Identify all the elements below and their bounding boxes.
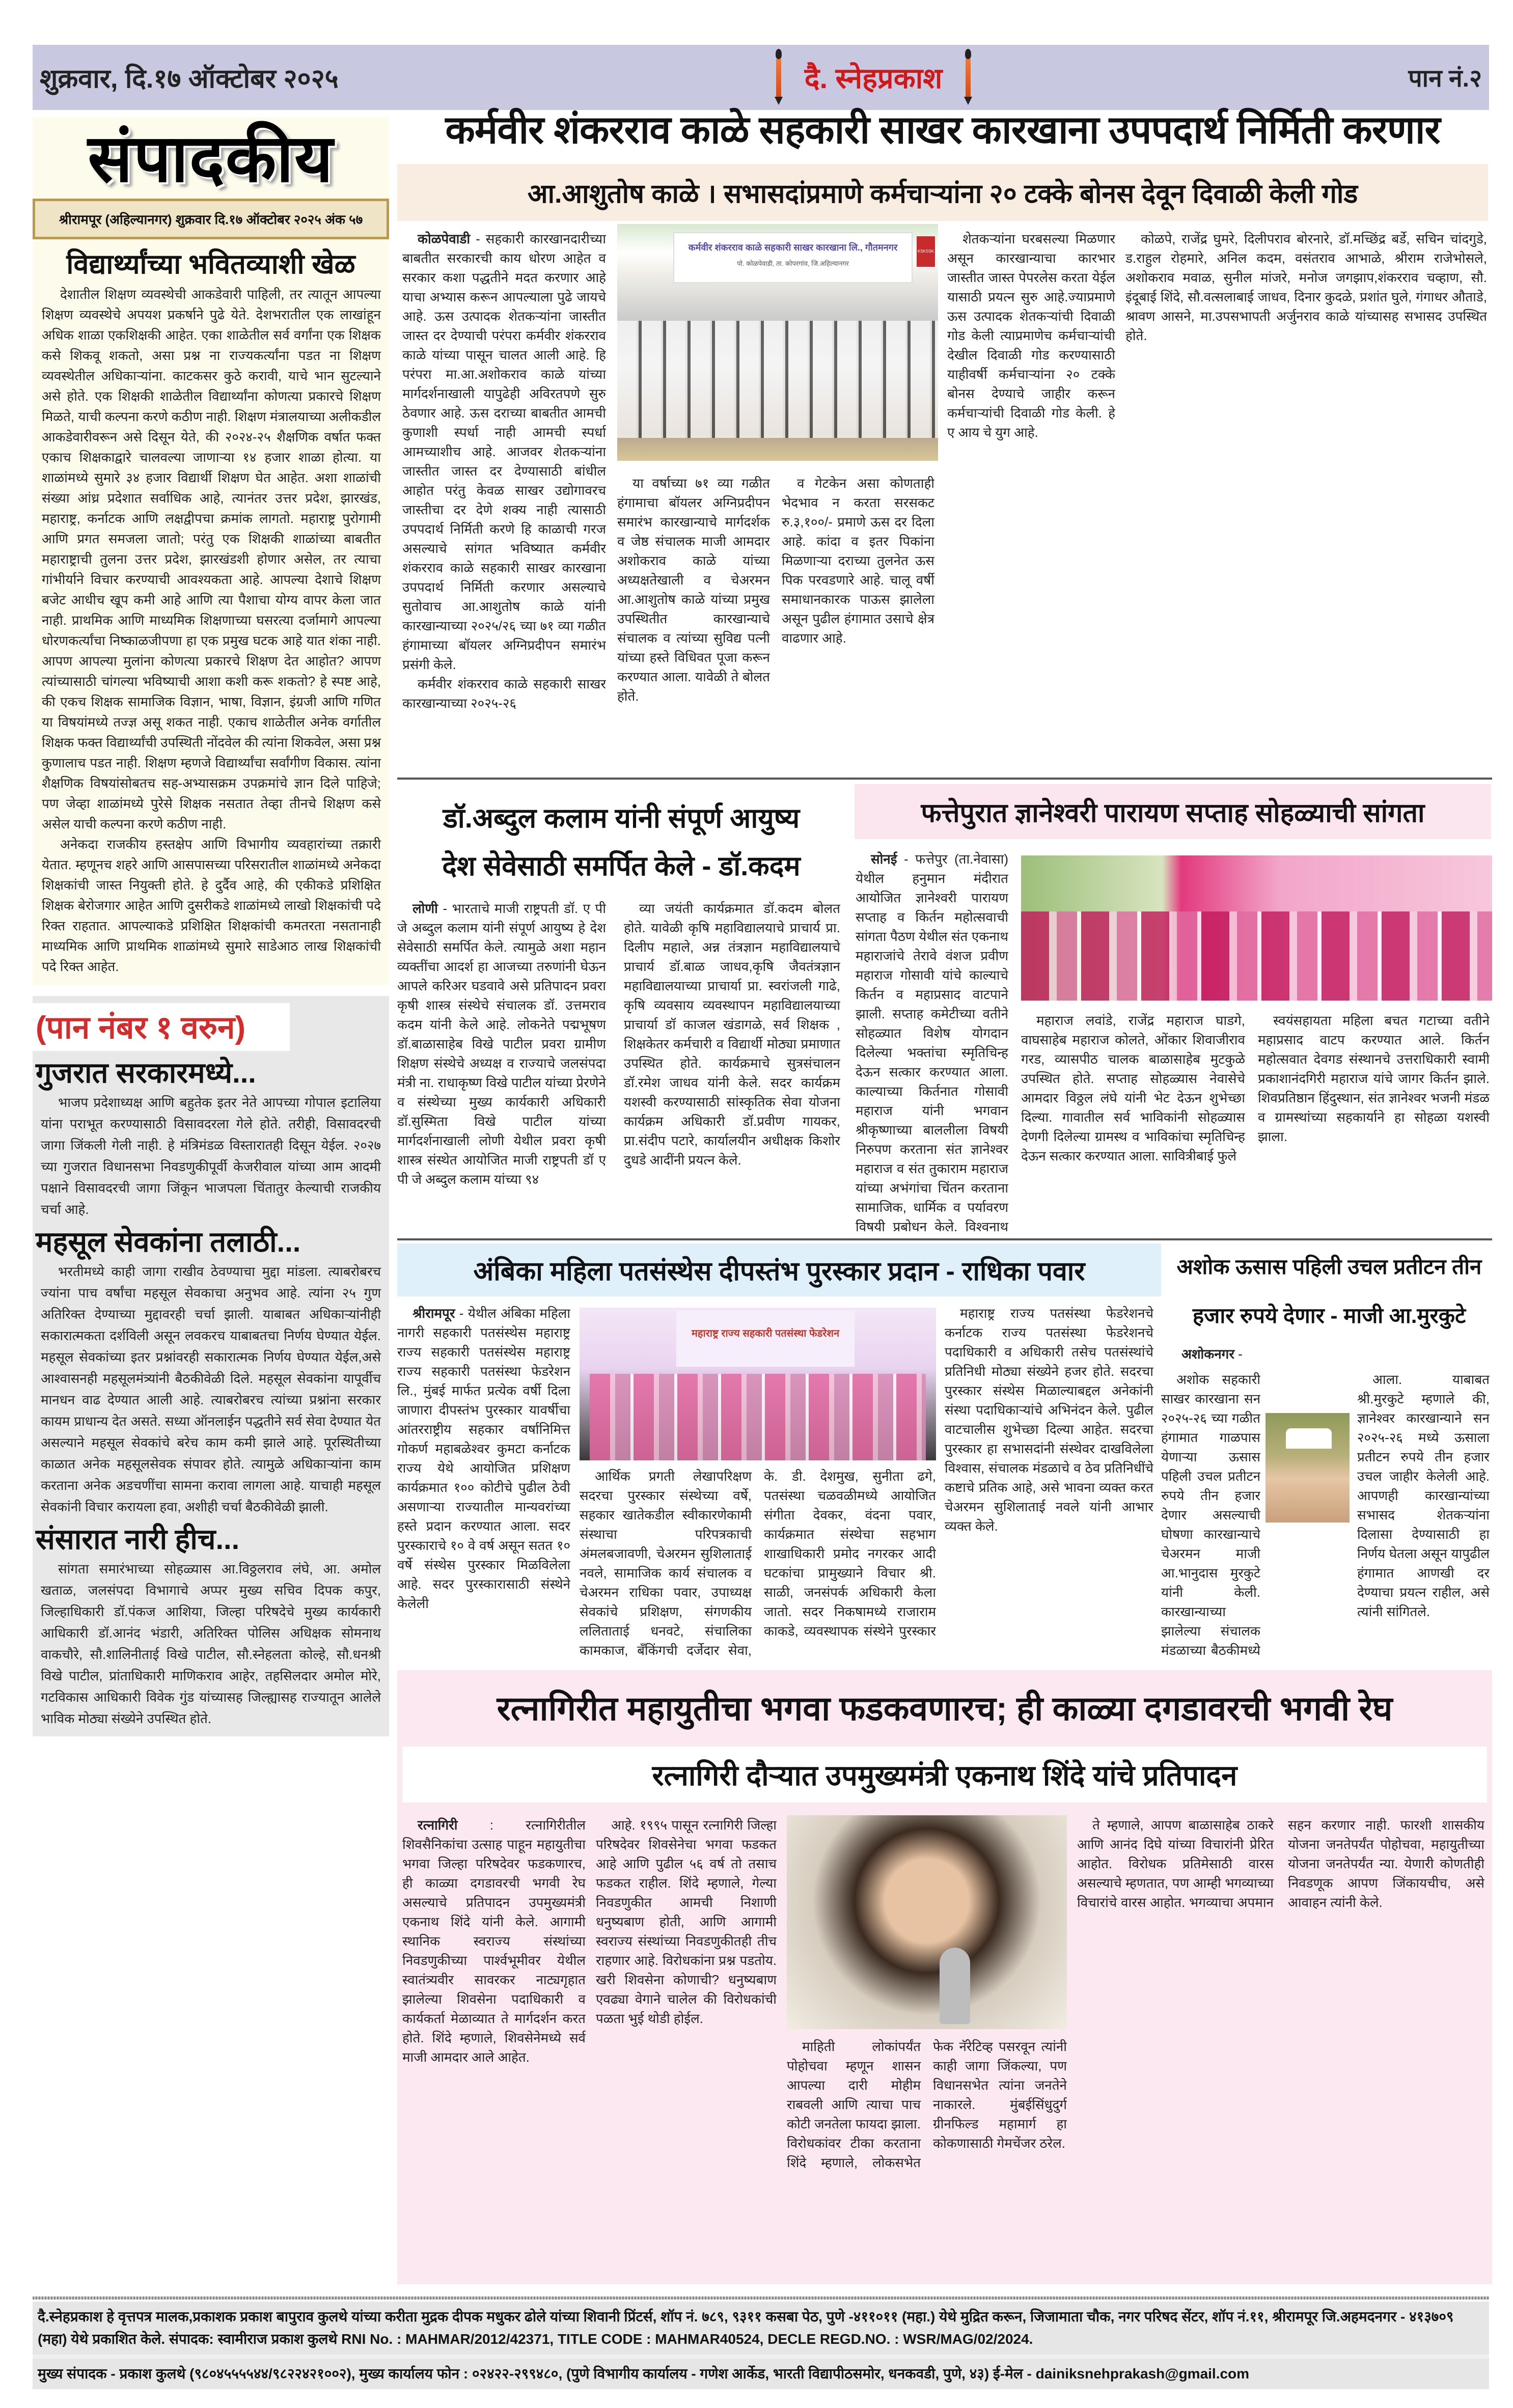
- ambika-story-column-2: [580, 1466, 936, 1660]
- contact-line: मुख्य संपादक - प्रकाश कुलथे (९८०४५५५५४४/९८२२४२१००२), मुख्य कार्यालय फोन : ०२४२२-२९९४८०, (पुणे विभागीय कार्यालय - गणेश आर्केड, भारती विद्यापीठसमोर, धनकवडी, पुणे, ४३) ई-मेल - dainiksnehprakash@gmail.com: [33, 2355, 1489, 2389]
- photo-banner: महाराष्ट्र राज्य सहकारी पतसंस्था फेडरेशन: [676, 1311, 855, 1367]
- ashok-story-headline: [1166, 1242, 1492, 1340]
- editorial-section: [33, 117, 389, 985]
- photo-banner-subtext: पो. कोळपेवाडी, ता. कोपरगांव, जि.अहिल्यानगर: [737, 260, 849, 267]
- article-text: भारताचे माजी राष्ट्रपती डॉ. ए पी जे अब्दुल कलाम यांनी संपूर्ण आयुष्य हे देश सेवेसाठी समर्पित केले. त्यामुळे अशा महान व्यक्तींचा आदर्श हा आजच्या तरुणांनी घेऊन आपले करिअर घडवावे असे प्रतिपादन प्रवरा कृषी शास्त्र संस्थेचे संचालक डॉ. उत्तमराव कदम यांनी केले आहे. लोकनेते पद्मभूषण डॉ.बाळासाहेब विखे पाटील प्रवरा ग्रामीण शिक्षण संस्थेचे अध्यक्ष व राज्याचे जलसंपदा मंत्री ना. राधाकृष्ण विखे पाटील यांच्या प्रेरणेने व संस्थेच्या मुख्य कार्यकारी अधिकारी डॉ.सुस्मिता विखे पाटील यांच्या मार्गदर्शनाखाली लोणी येथील प्रवरा कृषी शास्त्र संस्थेत आयोजित माजी राष्ट्रपती डॉ ए पी जे अब्दुल कलाम यांच्या ९४: [397, 901, 606, 1187]
- continued-heading: संसारात नारी हीच...: [36, 1523, 240, 1555]
- continued-body: [33, 1092, 389, 1220]
- imprint-line: दै.स्नेहप्रकाश हे वृत्तपत्र मालक,प्रकाशक प्रकाश बापुराव कुलथे यांच्या करीता मुद्रक दीपक मधुकर ढोले यांच्या शिवानी प्रिंटर्स, शॉप नं. ७८९, ९३११ कसबा पेठ, पुणे -४११०११ (महा.) येथे मुद्रित करून, जिजामाता चौक, नगर परिषद सेंटर, शॉप नं.११, श्रीरामपूर जि.अहमदनगर - ४१३७०९ (महा) येथे प्रकाशित केले. संपादक: स्वामीराज प्रकाश कुलथे RNI No. : MAHMAR/2012/42371, TITLE CODE : MAHMAR40524, DECLE REGD.NO. : WSR/MAG/02/2024.: [38, 2309, 1454, 2347]
- footer-divider: [33, 2296, 1489, 2300]
- article-text: स्वयंसहायता महिला बचत गटाच्या वतीने महाप्रसाद वाटप करण्यात आले. किर्तन महोत्सवात देवगड संस्थानचे उत्तराधिकारी स्वामी प्रकाशानंदगिरी महाराज यांचे जागर किर्तन झाले. शिवप्रतिष्ठान हिंदुस्थान, संत ज्ञानेश्वर भजनी मंडळ व ग्रामस्थांच्या सहकार्याने हा सोहळा यशस्वी झाला.: [1258, 1013, 1490, 1144]
- photo-banner-text: कर्मवीर शंकरराव काळे सहकारी साखर कारखाना लि., गौतमनगर: [688, 242, 898, 253]
- cap-shape: [1286, 1428, 1332, 1449]
- ambika-story-headline: अंबिका महिला पतसंस्थेस दीपस्तंभ पुरस्कार प्रदान - राधिका पवार: [397, 1243, 1161, 1296]
- section-divider: [397, 1238, 1492, 1240]
- ashok-dateline-row: अशोकनगर -: [1181, 1346, 1243, 1362]
- eknath-shinde-photo: [787, 1815, 1067, 2029]
- editorial-paragraph: देशातील शिक्षण व्यवस्थेची आकडेवारी पाहिली, तर त्यातून आपल्या शिक्षण व्यवस्थेचे अपयश प्रकर्षाने पुढे येते. देशभरातील एक लाखांहून अधिक शाळा एकशिक्षकी आहेत. एका शाळेतील सर्व वर्गांना एक शिक्षक कसे शिकवू शकतो, असा प्रश्न ना राज्यकर्त्यांना पडत ना शिक्षण व्यवस्थेतील अधिकाऱ्यांना. काटकसर कुठे करावी, याचे भान सुटल्याने असे होते. एक शिक्षकी शाळेतील विद्यार्थ्यांना कोणत्या प्रकारचे शिक्षण मिळते, याची कल्पना करणे कठीण नाही. शिक्षण मंत्रालयाच्या अलीकडील आकडेवारीवरून असे दिसून येते, की २०२४-२५ शैक्षणिक वर्षात फक्त एकाच शिक्षकाद्वारे चालवल्या जाणाऱ्या १४ हजार शाळा होत्या. या शाळांमध्ये सुमारे ३४ हजार विद्यार्थी शिक्षण घेत आहेत. अशा शाळांची संख्या आंध्र प्रदेशात सर्वाधिक आहे, त्यानंतर उत्तर प्रदेश, झारखंड, महाराष्ट्र, कर्नाटक आणि लक्षद्वीपचा क्रमांक लागतो. महाराष्ट्र पुरोगामी आणि प्रगत समजला जातो; परंतु एक शिक्षकी शाळांच्या बाबतीत महाराष्ट्राची तुलना उत्तर प्रदेश, झारखंडशी होणार असेल, तर त्याचा गांभीर्याने विचार करण्याची आवश्यकता आहे. आपल्या देशाचे शिक्षण बजेट आधीच खूप कमी आहे आणि त्या पैशाचा योग्य वापर केला जात नाही. प्राथमिक आणि माध्यमिक शिक्षणाच्या घसरत्या दर्जामागे आपल्या धोरणकर्त्यांचा निष्काळजीपणा हा एक प्रमुख घटक आहे यात शंका नाही. आपण आपल्या मुलांना कोणत्या प्रकारचे शिक्षण देत आहोत? आपण त्यांच्यासाठी चांगल्या भविष्याची आशा कशी करू शकतो? हे स्पष्ट आहे, की एकच शिक्षक सामाजिक विज्ञान, भाषा, विज्ञान, इंग्रजी आणि गणित या विषयांमध्ये तज्ज्ञ असू शकत नाही. एकाच शाळेतील अनेक वर्गातील शिक्षक फक्त विद्यार्थ्यांची उपस्थिती नोंदवेल की त्यांना शिकवेल, असा प्रश्न कुणालाच पडत नाही. शिक्षण म्हणजे विद्यार्थ्यांचा सर्वांगीण विकास. त्यांना शैक्षणिक विषयांसोबतच सह-अभ्यासक्रम उपक्रमांचे ज्ञान दिले पाहिजे; पण जेव्हा शाळांमध्ये पुरेसे शिक्षक नसतात तेव्हा तीनचे शिक्षण कसे असेल याची कल्पना करणे कठीण नाही.: [42, 287, 381, 832]
- article-text: ते म्हणाले, आपण बाळासाहेब ठाकरे आणि आनंद दिघे यांच्या विचारांनी प्रेरित आहोत. विरोधक प्रतिमेसाठी वारस असल्याचे म्हणतात, पण आम्ही भगव्याच्या विचारांचे वारस आहोत. भगव्याचा अपमान सहन करणार नाही. फारशी शासकीय योजना जनतेपर्यंत पोहोचवा, महायुतीच्या योजना जनतेपर्यंत न्या. येणारी कोणतीही निवडणूक आपण जिंकायचीच, असे आवाहन त्यांनी केले.: [1077, 1817, 1484, 1910]
- ashok-story-column-right: [1357, 1370, 1490, 1660]
- ambika-award-photo: [580, 1308, 936, 1460]
- fatehpur-story-column-3: [1258, 1011, 1490, 1237]
- lamp-icon: [962, 47, 974, 108]
- kalam-story-column-2: [624, 899, 840, 1235]
- article-text: व्या जयंती कार्यक्रमात डॉ.कदम बोलत होते. यावेळी कृषि महाविद्यालयाचे प्राचार्य प्रा. दिलीप महाले, अन्न तंत्रज्ञान महाविद्यालयाचे प्राचार्य डॉ.बाळ जाधव,कृषि जैवतंत्रज्ञान महाविद्यालयाच्या प्राचार्या प्रा. स्वरांजली गाढे, कृषि व्यवसाय व्यवस्थापन महाविद्यालयाच्या प्राचार्या डॉ काजल खंडागळे, सर्व शिक्षक , शिक्षकेतर कर्मचारी व विद्यार्थी मोठ्या प्रमाणात उपस्थित होते. कार्यक्रमाचे सुत्रसंचालन डॉ.रमेश जाधव यांनी केले. सदर कार्यक्रम यशस्वी करण्यासाठी सांस्कृतिक सेवा योजना कार्यक्रम अधिकारी डॉ.प्रवीण गायकर, प्रा.संदीप पटारे, कार्यालयीन अधीक्षक किशोर दुधडे आदींनी प्रयत्न केले.: [624, 901, 840, 1168]
- imprint-footer: [33, 2302, 1489, 2389]
- article-text: आला. याबाबत श्री.मुरकुटे म्हणाले की, ज्ञानेश्वर कारखान्याने सन २०२५-२६ मध्ये ऊसाला प्रतीटन रुपये तीन हजार उचल जाहीर केलेली आहे. आपणही कारखान्यांच्या सभासद शेतकऱ्यांना दिलासा देण्यासाठी हा निर्णय घेतला असून यापुढील हंगामात आणखी दर देण्याचा प्रयत्न राहील, असे त्यांनी सांगितले.: [1357, 1372, 1490, 1619]
- lamp-icon: [773, 47, 784, 108]
- ratnagiri-subheadline: रत्नागिरी दौऱ्यात उपमुख्यमंत्री एकनाथ शिंदे यांचे प्रतिपादन: [402, 1747, 1487, 1803]
- ambika-story-column-1: श्रीरामपूर - येथील अंबिका महिला नागरी सहकारी पतसंस्थेस महाराष्ट्र राज्य सहकारी पतसंस्थेस महाराष्ट्र राज्य सहकारी पतसंस्था फेडरेशन लि., मुंबई मार्फत प्रत्येक वर्षी दिला जाणारा दीपस्तंभ पुरस्कार यावर्षीचा आंतरराष्ट्रीय सहकार वर्षानिमित्त गोकर्ण महाबळेश्वर कुमटा कर्नाटक राज्य येथे आयोजित प्रशिक्षण कार्यक्रमात १०० कोटीचे पुढील ठेवी असणाऱ्या राज्यातील मान्यवरांच्या हस्ते प्रदान करण्यात आला. सदर पुरस्काराचे १० वे वर्ष असून सतत १० वर्षे संस्थेस पुरस्कार मिळविलेला आहे. सदर पुरस्कारासाठी संस्थेने केलेली: [397, 1306, 570, 1611]
- continued-section: [33, 996, 389, 1736]
- article-text: आर्थिक प्रगती लेखापरिक्षण सदरचा पुरस्कार संस्थेच्या वर्षे, सहकार खातेकडील स्वीकारणेकामी संस्थाचा परिपत्रकाची अंमलबजावणी, चेअरमन सुशिलाताई नवले, सामाजिक कार्य संचालक व चेअरमन राधिका पवार, उपाध्यक्ष सेवकांचे प्रशिक्षण, संगणकीय ललिताताई धनवटे, संचालिका कामकाज, बँकिंगची दर्जेदार सेवा, के. डी. देशमुख, सुनीता ढगे, पतसंस्था चळवळीमध्ये आयोजित संगीता देवकर, वंदना पवार, कार्यक्रमात संस्थेचा सहभाग शाखाधिकारी प्रमोद नगरकर आदी घटकांचा प्रामुख्याने विचार श्री. साळी, जनसंपर्क अधिकारी केला जातो. सदर निकषामध्ये राजाराम काकडे, व्यवस्थापक संस्थेने पुरस्कार: [580, 1469, 936, 1658]
- article-text: सहकारी कारखानदारीच्या बाबतीत सरकारची काय धोरण आहेत व सरकार कशा पद्धतीने मदत करणार आहे याचा अभ्यास करून आपल्याला पुढे जायचे आहे. ऊस उत्पादक शेतकऱ्यांना जास्तीत जास्त दर देण्याची परंपरा कर्मवीर शंकरराव काळे यांच्या पासून चालत आली आहे. हि परंपरा मा.आ.अशोकराव काळे यांच्या मार्गदर्शनाखाली यापुढेही अविरतपणे सुरु ठेवणार आहे. ऊस दराच्या बाबतीत आमची कुणाशी स्पर्धा नाही आमची स्पर्धा आमच्याशीच आहे. आजवर शेतकऱ्यांना जास्तीत जास्त दर देण्यासाठी बांधील आहोत परंतु केवळ साखर उद्योगावरच जास्तीचा दर देणे शक्य नाही त्यासाठी उपपदार्थ निर्मिती करणे हि काळाची गरज असल्याचे सांगत भविष्यात कर्मवीर शंकरराव काळे सहकारी साखर कारखाना उपपदार्थ निर्मिती करणार असल्याचे सुतोवाच आ.आशुतोष काळे यांनी कारखान्याच्या २०२५/२६ च्या ७१ व्या गळीत हंगामाच्या बॉयलर अग्निप्रदीपन समारंभ प्रसंगी केले.: [402, 231, 606, 672]
- article-text: रत्नागिरीतील शिवसैनिकांचा उत्साह पाहून महायुतीचा भगवा जिल्हा परिषदेवर फडकणारच, ही काळ्या दगडावरची भगवी रेघ असल्याचे प्रतिपादन उपमुख्यमंत्री एकनाथ शिंदे यांनी केले. आगामी स्थानिक स्वराज्य संस्थांच्या निवडणुकीच्या पार्श्वभूमीवर येथील स्वातंत्र्यवीर सावरकर नाट्यगृहात झालेल्या शिवसेना पदाधिकारी व कार्यकर्ता मेळाव्यात ते मार्गदर्शन करत होते. शिंदे म्हणाले, शिवसेनेमध्ये सर्व माजी आमदार आले आहेत.: [402, 1817, 586, 2065]
- continued-paragraph: सांगता समारंभाच्या सोहळ्यास आ.विठ्ठलराव लंघे, आ. अमोल खताळ, जलसंपदा विभागाचे अप्पर मुख्य सचिव दिपक कपुर, जिल्हाधिकारी डॉ.पंकज आशिया, जिल्हा परिषदेचे मुख्य कार्यकारी आधिकारी डॉ.आनंद भंडारी, अतिरिक्त पोलिस अधिक्षक सोमनाथ वाकचौरे, सौ.शालिनीताई विखे पाटील, सौ.स्नेहलता कोल्हे, सौ.धनश्री विखे पाटील, प्रांताधिकारी माणिकराव आहेर, तहसिलदार अमोल मोरे, गटविकास आधिकारी विवेक गुंड यांच्यासह जिल्ह्यासह राज्यातून आलेले भाविक मोठ्या संख्येने उपस्थित होते.: [41, 1561, 381, 1726]
- headline-line: हजार रुपये देणार - माजी आ.मुरकुटे: [1192, 1304, 1466, 1327]
- article-text: महाराज लवांडे, राजेंद्र महाराज घाडगे, वाघसाहेब महाराज कोलते, ओंकार शिवाजीराव गरड, व्यासपीठ चालक बाळासाहेब मुटकुळे उपस्थित होते. सप्ताह सोहळ्यास नेवासेचे आमदार विठ्ठल लंघे यांनी भेट देऊन शुभेच्छा दिल्या. गावातील सर्व भाविकांनी सोहळ्यास देणगी दिलेल्या ग्रामस्थ व भाविकांचा स्मृतिचिन्ह देऊन सत्कार करण्यात आला. सावित्रीबाई फुले: [1021, 1013, 1245, 1164]
- fatehpur-story-headline: फत्तेपुरात ज्ञानेश्वरी पारायण सप्ताह सोहळ्याची सांगता: [855, 784, 1491, 839]
- left-column: [33, 117, 389, 1736]
- fatehpur-story-column-1: सोनई - फत्तेपुर (ता.नेवासा) येथील हनुमान मंदीरात आयोजित ज्ञानेश्वरी पारायण सप्ताह व किर्तन महोत्सवाची सांगता पैठण येथील संत एकनाथ महाराजांचे तेरावे वंशज प्रवीण महाराज गोसावी यांचे काल्याचे किर्तन व महाप्रसाद वाटपाने झाली. सप्ताह कमेटीच्या वतीने सोहळ्यात विशेष योगदान दिलेल्या भक्तांचा स्मृतिचिन्ह देऊन सत्कार करण्यात आला. काल्याच्या किर्तनात गोसावी महाराज यांनी भगवान श्रीकृष्णाच्या बाललीला विषयी निरुपण करताना संत ज्ञानेश्वर महाराज व संत तुकाराम महाराज यांच्या अभंगांचा चिंतन करताना सामाजिक, धार्मिक व पर्यावरण विषयी प्रबोधन केले. विश्वनाथ: [856, 849, 1008, 1236]
- article-text: फत्तेपुर (ता.नेवासा) येथील हनुमान मंदीरात आयोजित ज्ञानेश्वरी पारायण सप्ताह व किर्तन महोत्सवाची सांगता पैठण येथील संत एकनाथ महाराजांचे तेरावे वंशज प्रवीण महाराज गोसावी यांचे काल्याचे किर्तन व महाप्रसाद वाटपाने झाली. सप्ताह कमेटीच्या वतीने सोहळ्यात विशेष योगदान दिलेल्या भक्तांचा स्मृतिचिन्ह देऊन सत्कार करण्यात आला. काल्याच्या किर्तनात गोसावी महाराज यांनी भगवान श्रीकृष्णाच्या बाललीला विषयी निरुपण करताना संत ज्ञानेश्वर महाराज व संत तुकाराम महाराज यांच्या अभंगांचा चिंतन करताना सामाजिक, धार्मिक व पर्यावरण विषयी प्रबोधन केले. विश्वनाथ: [856, 851, 1008, 1234]
- continued-heading: गुजरात सरकारमध्ये...: [36, 1057, 256, 1089]
- ratnagiri-story: [397, 1670, 1492, 2284]
- ratnagiri-headline: रत्नागिरीत महायुतीचा भगवा फडकवणारच; ही काळ्या दगडावरची भगवी रेघ: [497, 1690, 1393, 1727]
- top-story-headline: कर्मवीर शंकरराव काळे सहकारी साखर कारखाना उपपदार्थ निर्मिती करणार: [445, 108, 1440, 152]
- continued-paragraph: भाजप प्रदेशाध्यक्ष आणि बहुतेक इतर नेते आपच्या गोपाल इटालिया यांना पराभूत करण्यासाठी विसावदरला गेले होते. तरीही, विसावदरची जागा जिंकली गेली नाही. हे मंत्रिमंडळ विस्तारातही दिसून येईल. २०२७ च्या गुजरात विधानसभा निवडणुकीपूर्वी केजरीवाल यांच्या आम आदमी पक्षाने विसावदरची जागा जिंकून भाजपला चिंतातुर केल्याची राजकीय चर्चा आहे.: [41, 1095, 381, 1217]
- continued-paragraph: भरतीमध्ये काही जागा राखीव ठेवण्याचा मुद्दा मांडला. त्याबरोबरच ज्यांना पाच वर्षांचा महसूल सेवकाचा अनुभव आहे. त्यांना २५ गुण अतिरिक्त देण्याच्या मुद्दावरही चर्चा झाली. याबाबत अधिकाऱ्यांनीही सकारात्मकता दर्शविली असून लवकरच याबाबतचा निर्णय घेण्यात येईल. महसूल सेवकांच्या इतर प्रश्नांवरही सकारात्मक निर्णय घेण्यात येईल,असे आश्वासनही महसूलमंत्र्यांनी बैठकीवेळी दिले. महसूल सेवकांना यापूर्वीच मानधन वाढ देण्यात आली आहे. त्याबरोबरच त्यांच्या प्रश्नांना सरकार कायम प्राधान्य देत असते. सध्या ऑनलाईन पद्धतीने सर्व सेवा देण्यात येत असल्याने महसूल सेवकांचे बरेच काम कमी झाले आहे. पूरस्थितीच्या काळात अनेक महसूलसेवक संपावर होते. त्यामुळे अधिकाऱ्यांना काम करताना अनेक अडचणींचा सामना करावा लागला आहे. याचाही महसूल सेवकांनी विचार करायला हवा, अशीही चर्चा बैठकीवेळी झाली.: [41, 1264, 381, 1514]
- photo-banner: [673, 232, 913, 283]
- top-story-column-3: [782, 474, 934, 769]
- dateline: श्रीरामपूर: [412, 1306, 455, 1321]
- paper-name: दै. स्नेहप्रकाश: [804, 62, 943, 94]
- article-text: शेतकऱ्यांना घरबसल्या मिळणार असून कारखान्याचा कारभार जास्तीत जास्त पेपरलेस करता येईल यासाठी प्रयत्न सुरु आहे.ज्याप्रमाणे ऊस उत्पादक शेतकऱ्यांची दिवाळी गोड केली त्याप्रमाणेच कर्मचाऱ्यांची देखील दिवाळी गोड करण्यासाठी याहीवर्षी कर्मचाऱ्यांना २० टक्के बोनस देण्याचे जाहीर करून कर्मचाऱ्यांची दिवाळी गोड केली. हे ए आय चे युग आहे.: [947, 231, 1115, 440]
- dateline: लोणी: [412, 901, 438, 916]
- continued-heading: महसूल सेवकांना तलाठी...: [36, 1226, 301, 1258]
- headline-line: देश सेवेसाठी समर्पित केले - डॉ.कदम: [442, 851, 801, 881]
- continued-body: [33, 1261, 389, 1517]
- editorial-paragraph: अनेकदा राजकीय हस्तक्षेप आणि विभागीय व्यवहारांच्या तक्रारी येतात. म्हणूनच शहरे आणि आसपासच्या परिसरातील शाळांमध्ये अनेकदा शिक्षकांची जास्त नियुक्ती होते. हे दुर्दैव आहे, की एकीकडे प्रशिक्षित शिक्षक बेरोजगार आहेत आणि दुसरीकडे शाळांमध्ये लाखो शिक्षकांची पदे रिक्त राहतात. आपल्याकडे प्रशिक्षित शिक्षकांची कमतरता नसतानाही माध्यमिक आणि प्राथमिक शाळांमध्ये सुमारे साडेआठ लाख शिक्षकांची पदे रिक्त आहेत.: [42, 837, 381, 974]
- ratnagiri-column-4: [1077, 1815, 1484, 2274]
- ratnagiri-column-2: [596, 1815, 777, 2274]
- section-divider: [397, 778, 1492, 780]
- article-text: या वर्षाच्या ७१ व्या गळीत हंगामाचा बॉयलर अग्निप्रदीपन समारंभ कारखान्याचे मार्गदर्शक व जेष्ठ संचालक माजी आमदार अशोकराव काळे यांच्या अध्यक्षतेखाली व चेअरमन आ.आशुतोष काळे यांच्या प्रमुख उपस्थितीत कारखान्याचे संचालक व त्यांच्या सुविद्य पत्नी यांच्या हस्ते विधिवत पूजा करून करण्यात आला. यावेळी ते बोलत होते.: [617, 476, 770, 704]
- kalam-story-column-1: लोणी - भारताचे माजी राष्ट्रपती डॉ. ए पी जे अब्दुल कलाम यांनी संपूर्ण आयुष्य हे देश सेवेसाठी समर्पित केले. त्यामुळे अशा महान व्यक्तींचा आदर्श हा आजच्या तरुणांनी घेऊन आपले करिअर घडवावे असे प्रतिपादन प्रवरा कृषी शास्त्र संस्थेचे संचालक डॉ. उत्तमराव कदम यांनी केले आहे. लोकनेते पद्मभूषण डॉ.बाळासाहेब विखे पाटील प्रवरा ग्रामीण शिक्षण संस्थेचे अध्यक्ष व राज्याचे जलसंपदा मंत्री ना. राधाकृष्ण विखे पाटील यांच्या प्रेरणेने व संस्थेच्या मुख्य कार्यकारी अधिकारी डॉ.सुस्मिता विखे पाटील यांच्या मार्गदर्शनाखाली लोणी येथील प्रवरा कृषी शास्त्र संस्थेत आयोजित माजी राष्ट्रपती डॉ ए पी जे अब्दुल कलाम यांच्या ९४: [397, 901, 606, 1187]
- top-story-subheadline: आ.आशुतोष काळे । सभासदांप्रमाणे कर्मचाऱ्यांना २० टक्के बोनस देवून दिवाळी केली गोड: [397, 164, 1488, 221]
- article-text: कोळपे, राजेंद्र घुमरे, दिलीपराव बोरनारे, डॉ.मच्छिंद्र बर्डे, सचिन चांदगुडे, ड.राहुल रोहमारे, अनिल कदम, वसंतराव आभाळे, श्रीराम राजेभोसले, अशोकराव मवाळ, सुनील मांजरे, मनोज जगझाप,शंकरराव चव्हाण, सौ. इंदूबाई शिंदे, सौ.वत्सलाबाई जाधव, दिनार कुदळे, प्रशांत घुले, गंगाधर औताडे, श्रावण आसने, मा.उपसभापती अर्जुनराव काळे यांच्यासह सभासद उपस्थित होते.: [1125, 231, 1487, 343]
- issue-date: शुक्रवार, दि.१७ ऑक्टोबर २०२५: [40, 64, 339, 94]
- article-text: अशोक सहकारी साखर कारखाना सन २०२५-२६ च्या गळीत हंगामात गाळपास येणाऱ्या ऊसास पहिली उचल प्रतीटन रुपये तीन हजार देणार असल्याची घोषणा कारखान्याचे चेअरमन माजी आ.भानुदास मुरकुटे यांनी केली. कारखान्याच्या झालेल्या संचालक मंडळाच्या बैठकीमध्ये: [1161, 1372, 1260, 1658]
- editorial-body: [33, 284, 389, 977]
- article-text: व गेटकेन असा कोणताही भेदभाव न करता सरसकट रु.३,१००/- प्रमाणे ऊस दर दिला आहे. कांदा व इतर पिकांना मिळणाऱ्या दराच्या तुलनेत ऊस पिक परवडणारे आहे. चालू वर्षी समाधानकारक पाऊस झालेला असून पुढील हंगामात उसाचे क्षेत्र वाढणार आहे.: [782, 476, 934, 646]
- kalam-story-headline: [397, 794, 845, 890]
- ratnagiri-column-3: [787, 2037, 1067, 2276]
- editorial-title: संपादकीय: [88, 121, 334, 196]
- article-text: येथील अंबिका महिला नागरी सहकारी पतसंस्थेस महाराष्ट्र राज्य सहकारी पतसंस्थेस महाराष्ट्र राज्य सहकारी पतसंस्था फेडरेशन लि., मुंबई मार्फत प्रत्येक वर्षी दिला जाणारा दीपस्तंभ पुरस्कार यावर्षीचा आंतरराष्ट्रीय सहकार वर्षानिमित्त गोकर्ण महाबळेश्वर कुमटा कर्नाटक राज्य येथे आयोजित प्रशिक्षण कार्यक्रमात १०० कोटीचे पुढील ठेवी असणाऱ्या राज्यातील मान्यवरांच्या हस्ते प्रदान करण्यात आला. सदर पुरस्काराचे १० वे वर्ष असून सतत १० वर्षे संस्थेस पुरस्कार मिळविलेला आहे. सदर पुरस्कारासाठी संस्थेने केलेली: [397, 1306, 570, 1611]
- photo-people-placeholder: [1021, 911, 1492, 1001]
- top-story-column-2: [617, 474, 770, 769]
- article-text: आहे. १९९५ पासून रत्नागिरी जिल्हा परिषदेवर शिवसेनेचा भगवा फडकत आहे आणि पुढील ५६ वर्ष तो तसाच फडकत राहील. शिंदे म्हणाले, गेल्या निवडणुकीत आमची निशाणी धनुष्यबाण होती, आणि आगामी स्वराज्य संस्थांच्या निवडणुकीतही तीच राहणार आहे. विरोधकांना प्रश्न पडतोय. खरी शिवसेना कोणाची? धनुष्यबाण एवढ्या वेगाने चालेल की विरोधकांची पळता भुई थोडी होईल.: [596, 1817, 777, 2026]
- editorial-headline: विद्यार्थ्यांच्या भवितव्याशी खेळ: [66, 249, 355, 280]
- continued-body: [33, 1558, 389, 1729]
- murkute-portrait-photo: [1266, 1413, 1350, 1523]
- paper-name-block: [773, 47, 974, 108]
- headline-line: डॉ.अब्दुल कलाम यांनी संपूर्ण आयुष्य: [443, 803, 800, 834]
- photo-people-placeholder: [617, 321, 938, 438]
- photo-people-placeholder: [590, 1374, 926, 1460]
- factory-ceremony-photo: [617, 224, 938, 461]
- microphone-shape: [940, 1948, 970, 2024]
- article-text: महाराष्ट्र राज्य पतसंस्था फेडरेशनचे कर्नाटक राज्य पतसंस्था फेडरेशनचे पदाधिकारी व अधिकारी तसेच पतसंस्थांचे प्रतिनिधी मोठ्या संख्येने हजर होते. सदरचा पुरस्कार संस्थेस मिळाल्याबद्दल अनेकांनी संस्था पदाधिकाऱ्यांचे अभिनंदन केले. पुढील वाटचालीस शुभेच्छा दिल्या आहेत. सदरचा पुरस्कार हा सभासदांनी संस्थेवर दाखविलेला विश्वास, संचालक मंडळाचे व ठेव प्रतिनिधींचे कष्टाचे प्रतिक आहे, असे भावना व्यक्त करत चेअरमन सुशिलाताई नवले यांनी आभार व्यक्त केले.: [945, 1306, 1153, 1534]
- ratnagiri-column-1: रत्नागिरी : रत्नागिरीतील शिवसैनिकांचा उत्साह पाहून महायुतीचा भगवा जिल्हा परिषदेवर फडकणारच, ही काळ्या दगडावरची भगवी रेघ असल्याचे प्रतिपादन उपमुख्यमंत्री एकनाथ शिंदे यांनी केले. आगामी स्थानिक स्वराज्य संस्थांच्या निवडणुकीच्या पार्श्वभूमीवर येथील स्वातंत्र्यवीर सावरकर नाट्यगृहात झालेल्या शिवसेना पदाधिकारी व कार्यकर्ता मेळाव्यात ते मार्गदर्शन करत होते. शिंदे म्हणाले, शिवसेनेमध्ये सर्व माजी आमदार आले आहेत.: [402, 1817, 586, 2065]
- ambika-story-column-3: [945, 1304, 1153, 1660]
- continued-tag: (पान नंबर १ वरुन): [33, 1003, 290, 1051]
- top-story-column-4: [947, 229, 1115, 769]
- editorial-issue-strip: श्रीरामपूर (अहिल्यानगर) शुक्रवार दि.१७ ऑक्टोबर २०२५ अंक ५७: [33, 199, 389, 239]
- dateline: कोळपेवाडी: [418, 231, 471, 246]
- headline-line: अशोक ऊसास पहिली उचल प्रतीटन तीन: [1176, 1255, 1482, 1279]
- article-text: माहिती लोकांपर्यंत पोहोचवा म्हणून शासन आपल्या दारी मोहीम राबवली आणि त्याचा पाच कोटी जनतेला फायदा झाला. विरोधकांवर टीका करताना शिंदे म्हणाले, लोकसभेत फेक नॅरेटिव्ह पसरवून त्यांनी काही जागा जिंकल्या, पण विधानसभेत त्यांना जनतेने नाकारले. मुंबईसिंधुदुर्ग ग्रीनफिल्ड महामार्ग हा कोकणासाठी गेमचेंजर ठरेल.: [787, 2039, 1067, 2170]
- dateline: रत्नागिरी: [418, 1817, 458, 1833]
- fatehpur-women-photo: [1021, 855, 1492, 1001]
- dateline: अशोकनगर: [1181, 1346, 1234, 1362]
- ashok-story-column-left: [1161, 1370, 1260, 1660]
- top-story-column-1: कोळपेवाडी - सहकारी कारखानदारीच्या बाबतीत सरकारची काय धोरण आहेत व सरकार कशा पद्धतीने मदत करणार आहे याचा अभ्यास करून आपल्याला पुढे जायचे आहे. ऊस उत्पादक शेतकऱ्यांना जास्तीत जास्त दर देण्याची परंपरा कर्मवीर शंकरराव काळे यांच्या पासून चालत आली आहे. हि परंपरा मा.आ.अशोकराव काळे यांच्या मार्गदर्शनाखाली यापुढेही अविरतपणे सुरु ठेवणार आहे. ऊस दराच्या बाबतीत आमची कुणाशी स्पर्धा नाही आमची स्पर्धा आमच्याशीच आहे. आजवर शेतकऱ्यांना जास्तीत जास्त दर देण्यासाठी बांधील आहोत परंतु केवळ साखर उद्योगावरच जास्तीचा दर देणे शक्य नाही त्यासाठी उपपदार्थ निर्मिती करणे हि काळाची गरज असल्याचे सांगत भविष्यात कर्मवीर शंकरराव काळे सहकारी साखर कारखाना उपपदार्थ निर्मिती करणार असल्याचे सुतोवाच आ.आशुतोष काळे यांनी कारखान्याच्या २०२५/२६ च्या ७१ व्या गळीत हंगामाच्या बॉयलर अग्निप्रदीपन समारंभ प्रसंगी केले. कर्मवीर शंकरराव काळे सहकारी साखर कारखान्याच्या २०२५-२६: [402, 229, 606, 769]
- article-text: कर्मवीर शंकरराव काळे सहकारी साखर कारखान्याच्या २०२५-२६: [402, 676, 606, 711]
- dateline: सोनई: [871, 851, 897, 867]
- photo-logo: KSKSSK: [917, 236, 935, 267]
- top-story-column-5: [1125, 229, 1487, 769]
- fatehpur-story-column-2: [1021, 1011, 1245, 1237]
- page-number: पान नं.२: [1408, 65, 1482, 92]
